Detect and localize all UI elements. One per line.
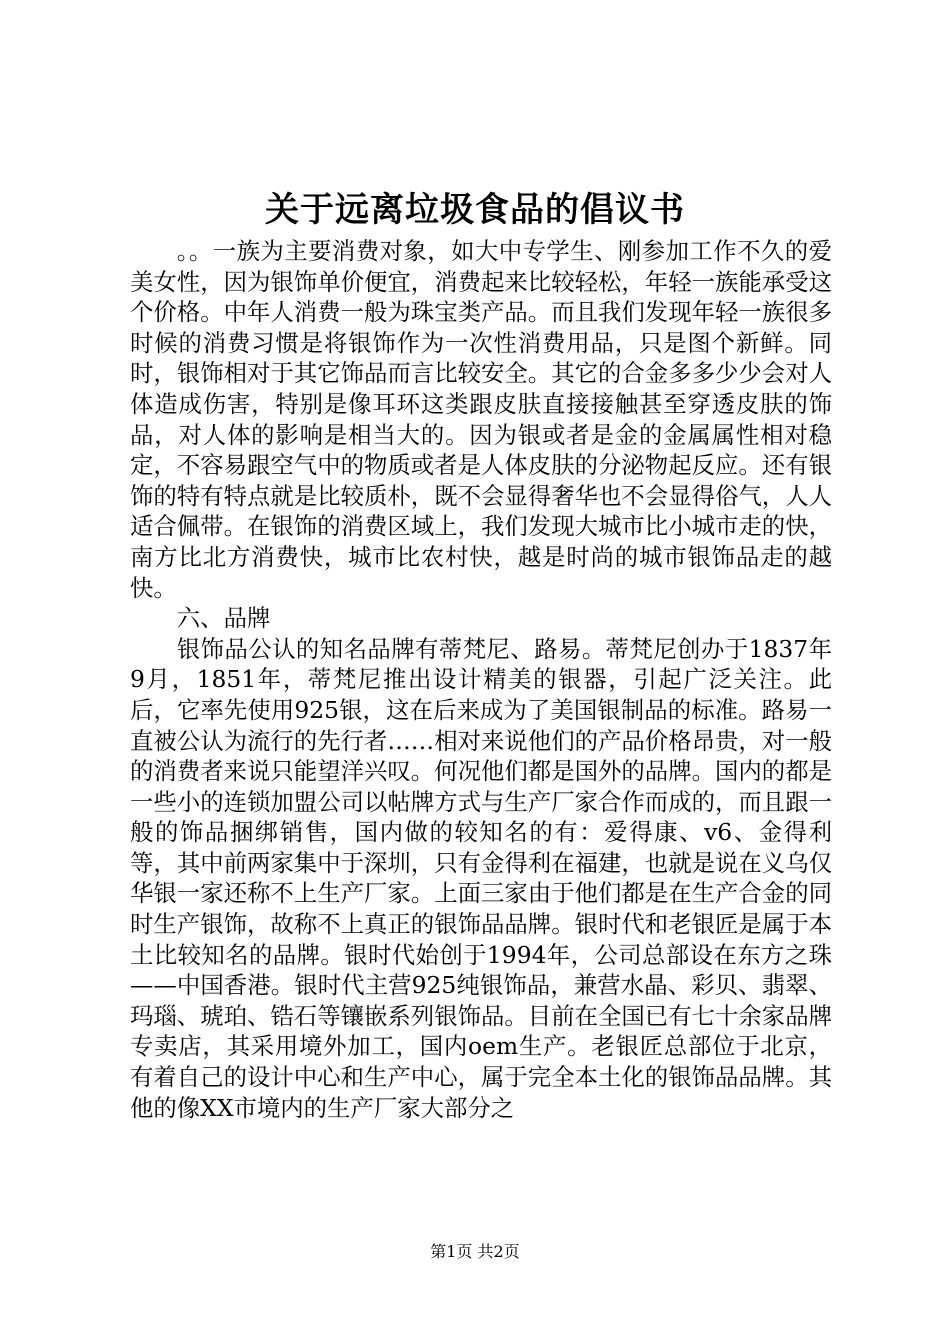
body-paragraph-consumers: 。。一族为主要消费对象，如大中专学生、刚参加工作不久的爱美女性，因为银饰单价便宜，消费起来比较轻松，年轻一族能承受这个价格。中年人消费一般为珠宝类产品。而且我们发现年轻一族很多时候的消费习惯是将银饰作为一次性消费用品，只是图个新鲜。同时，银饰相对于其它饰品而言比较安全。其它的合金多多少少会对人体造成伤害，特别是像耳环这类跟皮肤直接接触甚至穿透皮肤的饰品，对人体的影响是相当大的。因为银或者是金的金属属性相对稳定，不容易跟空气中的物质或者是人体皮肤的分泌物起反应。还有银饰的特有特点就是比较质朴，既不会显得奢华也不会显得俗气，人人适合佩带。在银饰的消费区域上，我们发现大城市比小城市走的快，南方比北方消费快，城市比农村快，越是时尚的城市银饰品走的越快。 <box>130 237 832 602</box>
document-body <box>130 236 832 1123</box>
section-heading-brand: 六、品牌 <box>176 604 271 633</box>
page-footer: 第1页 共2页 <box>430 1242 520 1261</box>
body-paragraph-brands: 银饰品公认的知名品牌有蒂梵尼、路易。蒂梵尼创办于1837年9月，1851年，蒂梵尼推出设计精美的银器，引起广泛关注。此后，它率先使用925银，这在后来成为了美国银制品的标准。路易一直被公认为流行的先行者……相对来说他们的产品价格昂贵，对一般的消费者来说只能望洋兴叹。何况他们都是国外的品牌。国内的都是一些小的连锁加盟公司以帖牌方式与生产厂家合作而成的，而且跟一般的饰品捆绑销售，国内做的较知名的有：爱得康、v6、金得利等，其中前两家集中于深圳，只有金得利在福建，也就是说在义乌仅华银一家还称不上生产厂家。上面三家由于他们都是在生产合金的同时生产银饰，故称不上真正的银饰品品牌。银时代和老银匠是属于本土比较知名的品牌。银时代始创于1994年，公司总部设在东方之珠——中国香港。银时代主营925纯银饰品，兼营水晶、彩贝、翡翠、玛瑙、琥珀、锆石等镶嵌系列银饰品。目前在全国已有七十余家品牌专卖店，其采用境外加工，国内oem生产。老银匠总部位于北京，有着自己的设计中心和生产中心，属于完全本土化的银饰品品牌。其他的像XX市境内的生产厂家大部分之 <box>130 634 832 1122</box>
document-title: 关于远离垃圾食品的倡议书 <box>265 190 685 230</box>
